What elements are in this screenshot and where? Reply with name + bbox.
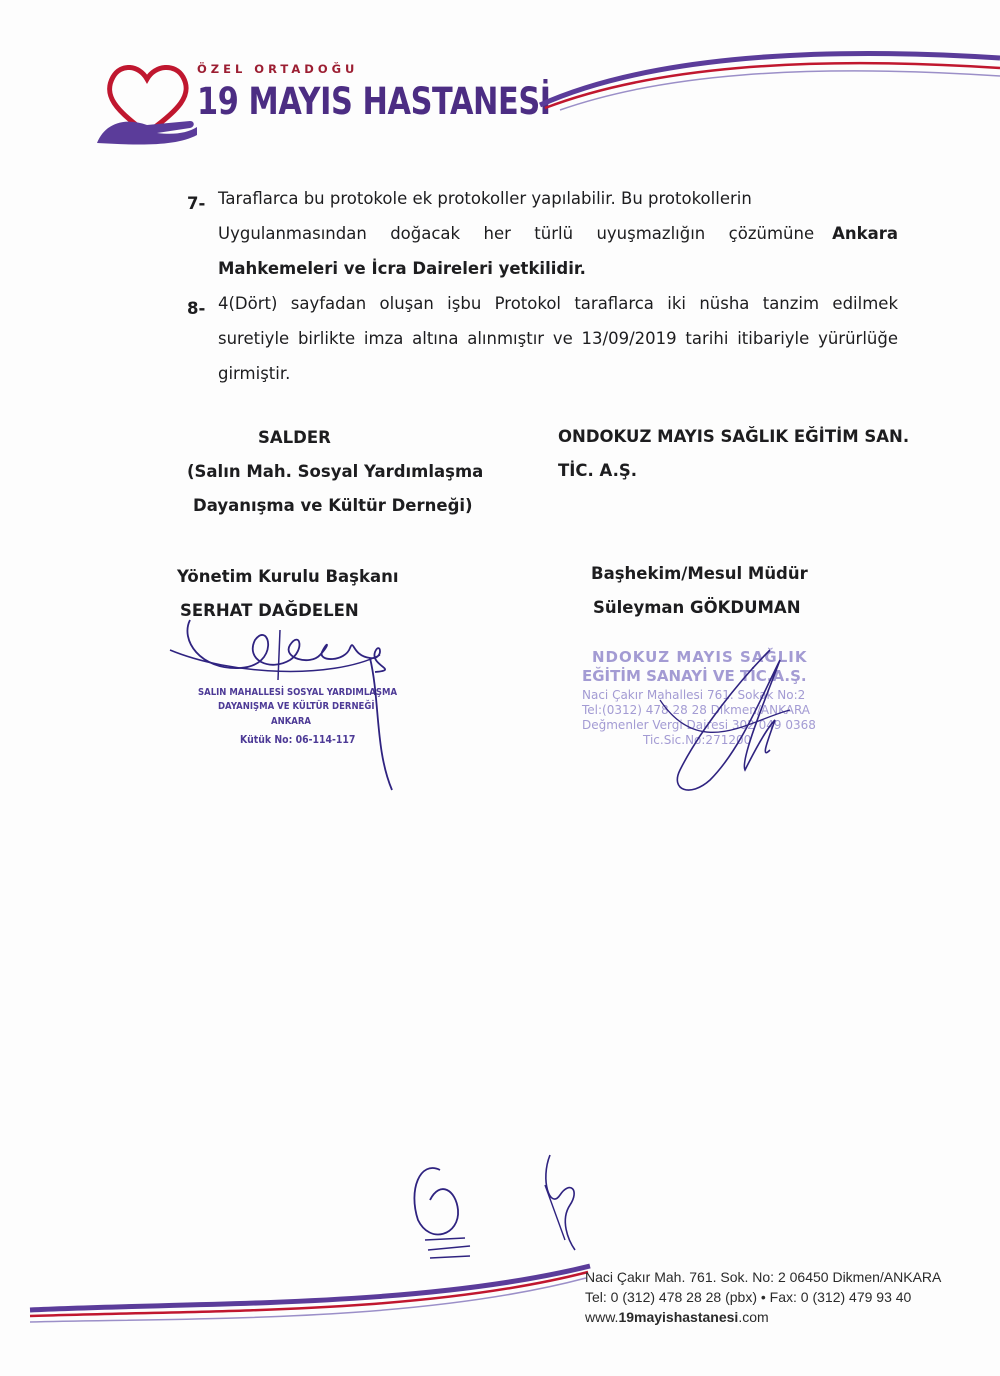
stamp-line: SALIN MAHALLESİ SOSYAL YARDIMLAŞMA [198, 687, 398, 698]
footer-website-suffix: .com [738, 1309, 769, 1325]
stamp-line: Naci Çakır Mahallesi 761. Sokak No:2 [582, 688, 806, 702]
footer-address: Naci Çakır Mah. 761. Sok. No: 2 06450 Dikmen/ANKARA [585, 1269, 942, 1285]
clause-line [218, 216, 898, 251]
left-signature [170, 600, 420, 800]
stamp-line: Değmenler Vergi Dairesi 302 049 0368 [582, 718, 816, 732]
footer-phone: Tel: 0 (312) 478 28 28 (pbx) • Fax: 0 (312) 479 93 40 [585, 1289, 912, 1305]
stamp-line: ANKARA [271, 716, 311, 727]
stamp-line: Tic.Sic.No:271200 [643, 733, 752, 747]
header-swoosh-decoration [0, 0, 1000, 120]
stamp-line: EĞİTİM SANAYİ VE TİC.A.Ş. [582, 667, 807, 685]
clause-bold-text: Ankara [832, 224, 898, 243]
right-party-name-2: TİC. A.Ş. [558, 461, 638, 480]
left-party-role: Yönetim Kurulu Başkanı [177, 567, 399, 586]
left-party-fullname-2: Dayanışma ve Kültür Derneği) [193, 496, 473, 515]
clause-number: 7- [187, 194, 206, 213]
footer-website-prefix: www. [585, 1309, 619, 1325]
logo-subtitle: ÖZEL ORTADOĞU [197, 62, 359, 76]
clause-line: suretiyle birlikte imza altına alınmıştır ve 13/09/2019 tarihi itibariyle yürürlüğe [218, 329, 898, 348]
clause-line: 4(Dört) sayfadan oluşan işbu Protokol taraflarca iki nüsha tanzim edilmek [218, 294, 898, 313]
left-party-person: SERHAT DAĞDELEN [180, 601, 359, 620]
left-party-fullname-1: (Salın Mah. Sosyal Yardımlaşma [187, 462, 484, 481]
stamp-line: Kütük No: 06-114-117 [240, 733, 356, 746]
clause-line-text: Uygulanmasından doğacak her türlü uyuşmazlığın çözümüne [218, 224, 815, 243]
right-party-name-1: ONDOKUZ MAYIS SAĞLIK EĞİTİM SAN. [558, 427, 910, 446]
clause-line: girmiştir. [218, 364, 291, 383]
right-party-role: Başhekim/Mesul Müdür [591, 564, 808, 583]
clause-number: 8- [187, 299, 206, 318]
right-party-person: Süleyman GÖKDUMAN [593, 598, 801, 617]
stamp-line: DAYANIŞMA VE KÜLTÜR DERNEĞİ [218, 701, 375, 712]
stamp-line: NDOKUZ MAYIS SAĞLIK [592, 648, 808, 666]
footer-website-domain: 19mayishastanesi [618, 1309, 739, 1325]
footer-website[interactable] [585, 1309, 769, 1325]
right-signature [660, 640, 810, 800]
footer-swoosh-decoration [0, 1250, 1000, 1370]
stamp-line: Tel:(0312) 478 28 28 Dikmen/ANKARA [582, 703, 811, 717]
clause-bold-line: Mahkemeleri ve İcra Daireleri yetkilidir. [218, 259, 586, 278]
left-party-name: SALDER [258, 428, 331, 447]
clause-line: Taraflarca bu protokole ek protokoller yapılabilir. Bu protokollerin [218, 189, 752, 208]
logo-title: 19 MAYIS HASTANESİ [197, 80, 551, 123]
